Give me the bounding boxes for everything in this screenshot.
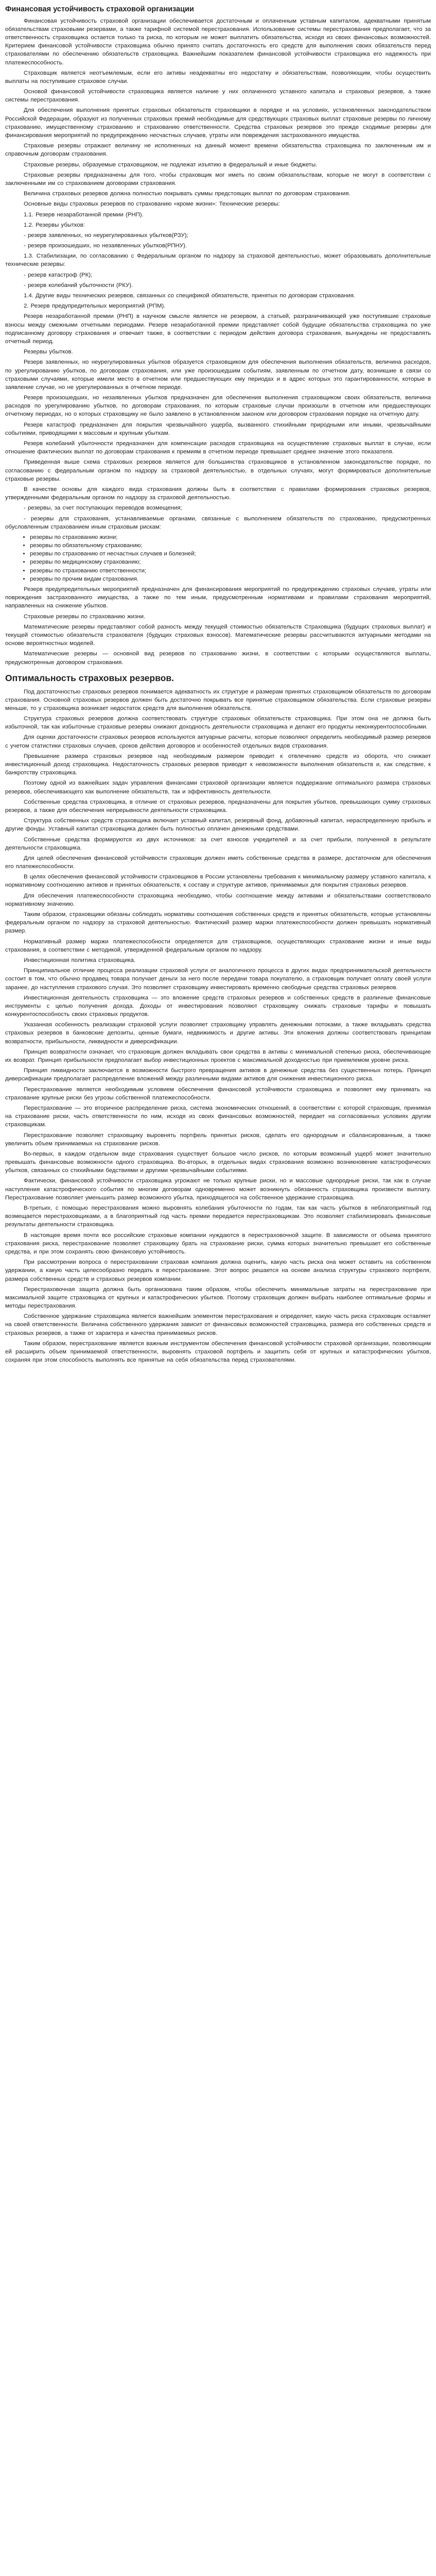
paragraph: В качестве основы для каждого вида страхования должны быть в соответствии с правилами формирования страховых резервов, утвержденными федеральным органом по надзору за страховой деятельностью. (5, 486, 431, 501)
paragraph: 1.2. Резервы убытков: (24, 222, 85, 228)
paragraph: Резерв заявленных, но неурегулированных убытков образуется страховщиком для обеспечения выполнения обязательств, величина расходов, по урегулированию убытков, по договорам страхования, или уже произошедшим событиям, заявленным по отчетном дату, возникшие в связи со страховыми случаями, которые имели место в отчетном или предшествующих ему периодах и в адрес которых это гарантированности, которые в заявление случае, но не урегулированных в отчетном периоде. (5, 359, 431, 391)
paragraph: 2. Резерв предупредительных мероприятий (РПМ). (24, 303, 166, 310)
paragraph: Структура страховых резервов должна соответствовать структуре страховых обязательств страховщика. При этом она не должна быть избыточной, так как избыточные страховые резервы снижают доходность деятельности страховщика и делают его продукты неконкурентоспособными. (5, 716, 431, 731)
section-heading: Оптимальность страховых резервов. (5, 672, 174, 683)
paragraph: Резерв колебаний убыточности предназначен для компенсации расходов страховщика на осуществление страховых выплат в случае, если отношение фактических выплат по договорам страхования к премиям в отчетном периоде превышает среднее значение этого показателя. (5, 440, 431, 455)
paragraph: Под достаточностью страховых резервов понимается адекватность их структуре и размерам принятых страховщиком обязательств по договорам страхования. Основной страховых резервов должен быть достаточно покрывать все принятые страховщиком обязательства. Если страховые резервы меньше, то у страховщика возникает недостаток средств для выполнения обязательств. (5, 688, 431, 711)
paragraph: Страховщик является неотъемлемым, если его активы неадекватны его недостатку и обязательствам, позволяющим, чтобы осуществить выплаты на поступившее страховое случаи. (5, 70, 431, 84)
paragraph: Собственные средства страховщика, в отличие от страховых резервов, предназначены для покрытия убытков, превышающих сумму страховых резервов, а также для обеспечения непрерывности деятельности страховщика. (5, 799, 431, 814)
paragraph: Для обеспечения выполнения принятых страховых обязательств страховщики в порядке и на условиях, установленных законодательством Российской Федерации, образуют из полученных страховых премий необходимые для средствующих страховых выплат страховые резервы по личному страхованию, имущественному страхованию и страхованию ответственности. Средства страховых резервов это прежде сходимые резервы для финансирования мероприятий по предупреждению несчастных случаев, утраты или повреждения застрахованного имущества. (5, 107, 431, 139)
paragraph: Во-первых, в каждом отдельном виде страхования существует большое число рисков, по которым возможный ущерб может значительно превышать финансовые возможности одного страховщика. Во-вторых, в отдельных видах страхования возможно возникновение катастрофических убытков, связанных со стихийными бедствиями и другими чрезвычайными событиями. (5, 1150, 431, 1174)
list-item: • резервы по страхованию ответственности; (30, 567, 431, 575)
paragraph: Основные виды страховых резервов по страхованию «кроме жизни»: Технические резервы: (24, 201, 280, 208)
paragraph: - резерв заявленных, но неурегулированных убытков(РЗУ); (24, 232, 188, 239)
paragraph: Основой финансовой устойчивости страховщика является наличие у них оплаченного уставного капитала и страховых резервов, а также системы перестрахования. (5, 89, 431, 104)
paragraph: Перестрахование позволяет страховщику выровнять портфель принятых рисков, сделать его однородным и сбалансированным, а также увеличить объем принимаемых на страхование рисков. (5, 1132, 431, 1147)
paragraph: Перестрахование является необходимым условием обеспечения финансовой устойчивости страховщика и позволяет ему принимать на страхование крупные риски без угрозы собственной платежеспособности. (5, 1086, 431, 1101)
paragraph: Страховые резервы отражают величину не исполненных на данный момент времени обязательства страховщика по заключенным им и справочным договорам страхования. (5, 143, 431, 158)
document-body (5, 17, 431, 1365)
paragraph: Собственное удержание страховщика является важнейшим элементом перестрахования и определяет, какую часть риска страховщик оставляет на своей ответственности. Величина собственного удержания зависит от финансовых возможностей страховщика, размера его собственных средств и страховых резервов, а также от характера и качества принимаемых рисков. (5, 1313, 431, 1336)
paragraph: Инвестиционная политика страховщика. (24, 957, 136, 963)
paragraph: 1.3. Стабилизации, по согласованию с Федеральным органом по надзору за страховой деятельностью, может образовывать дополнительные технические резервы: (5, 253, 431, 268)
paragraph: Математические резервы — основной вид резервов по страхованию жизни, в соответствии с которыми осуществляются выплаты, предусмотренные договором страхования. (5, 651, 431, 666)
paragraph: 1.4. Другие виды технических резервов, связанных со спецификой обязательств, принятых по договорам страхования. (24, 293, 355, 299)
paragraph: Превышение размера страховых резервов над необходимым размером приводит к отвлечению средств из оборота, что снижает инвестиционный доход страховщика. Недостаточность страховых резервов приводит к невозможности выполнения обязательств и, как следствие, к банкротству страховщика. (5, 753, 431, 776)
paragraph: Перестрахование — это вторичное распределение риска, система экономических отношений, в соответствии с которой страховщик, принимая на страхование риски, часть ответственности по ним, исходя из своих финансовых возможностей, передает на согласованных условиях другим страховщикам. (5, 1105, 431, 1128)
list-item: • резервы по медицинскому страхованию; (30, 558, 431, 566)
paragraph: Величина страховых резервов должна полностью покрывать суммы предстоящих выплат по договорам страхования. (24, 191, 351, 197)
paragraph: При рассмотрении вопроса о перестраховании страховая компания должна оценить, какую часть риска она может оставить на собственном удержании, а какую часть целесообразно передать в перестрахование. Этот вопрос решается на основе анализа структуры страхового портфеля, размера собственных средств и страховых резервов компании. (5, 1259, 431, 1282)
paragraph: - резерв произошедших, но незаявленных убытков(РПНУ). (24, 243, 187, 249)
paragraph: Резерв предупредительных мероприятий предназначен для финансирования мероприятий по предупреждению страховых случаев, утраты или повреждения застрахованного имущества, а также по тем иным, предусмотренным нормативами и правилами страхования мероприятий, направленных на снижение убытков. (5, 586, 431, 609)
paragraph: Резерв незаработанной премии (РНП) в научном смысле является не резервом, а статьей, разграничивающей уже поступившие страховые взносы между смежными отчетными периодами. Резерв незаработанной премии представляет собой будущие обязательства страховщика по уже подписанному договору страхования и отвечает также, в соответствии с периодом действия договора страхования, вынуждены не предоставлять отчетный период. (5, 313, 431, 345)
paragraph: Резерв катастроф предназначен для покрытия чрезвычайного ущерба, вызванного стихийными природными или иными, чрезвычайными событиями, приводящими к массовым и крупным убыткам. (5, 421, 431, 436)
paragraph: Нормативный размер маржи платежеспособности определяется для страховщиков, осуществляющих страхование жизни и иные виды страхования, в соответствии с методикой, утвержденной федеральным органом по надзору. (5, 938, 431, 953)
paragraph: 1.1. Резерв незаработанной премии (РНП). (24, 211, 144, 218)
paragraph: Указанная особенность реализации страховой услуги позволяет страховщику управлять денежными потоками, а также вкладывать средства страховых резервов в банковские депозиты, ценные бумаги, недвижимость и другие активы. Эти вложения должны соответствовать принципам возвратности, прибыльности, ликвидности и диверсификации. (5, 1022, 431, 1045)
bullet-list (5, 533, 431, 583)
paragraph: Перестраховочная защита должна быть организована таким образом, чтобы обеспечить минимальные затраты на перестрахование при максимальной защите страховщика от крупных и катастрофических убытков. Поэтому страховщик должен выбрать наиболее оптимальные формы и методы перестрахования. (5, 1286, 431, 1310)
paragraph: Резервы убытков. (24, 349, 73, 355)
paragraph: Принципиальное отличие процесса реализации страховой услуги от аналогичного процесса в других видах предпринимательской деятельности состоит в том, что обычно продавец товара получает деньги за него после передачи товара покупателю, а страховщик получает оплату своей услуги заранее, до наступления страхового случая. Это позволяет страховщику инвестировать временно свободные средства страховых резервов. (5, 968, 431, 991)
paragraph: - резервы, за счет поступающих переводов возмещения; (24, 505, 182, 512)
paragraph: Для оценки достаточности страховых резервов используются актуарные расчеты, которые позволяют определить необходимый размер резервов с учетом статистики страховых случаев, сроков действия договоров и особенностей отдельных видов страхования. (5, 734, 431, 749)
paragraph: Для целей обеспечения финансовой устойчивости страховщик должен иметь собственные средства в размере, достаточном для обеспечения его платежеспособности. (5, 855, 431, 870)
list-item: • резервы по страхованию от несчастных случаев и болезней; (30, 550, 431, 558)
list-item: • резервы по обязательному страхованию; (30, 541, 431, 550)
paragraph: Резерв произошедших, но незаявленных убытков предназначен для обеспечения выполнения страховщиком своих обязательств, величина расходов по урегулированию убытков, по договорам страхования, по которым страховые случаи произошли в отчетном или предшествующих отчетному периодах, но о которых страховщику не было заявлено в установленном законом или договором страхования порядке на отчетную дату. (5, 395, 431, 418)
paragraph: Фактически, финансовой устойчивости страховщика угрожают не только крупные риски, но и массовые однородные риски, так как в случае наступления катастрофического события по многим договорам одновременно может возникнуть обязанность страховщика произвести выплату. Перестрахование позволяет уменьшить размер возможного убытка, приходящегося на собственное удержание страховщика. (5, 1178, 431, 1201)
paragraph: Поэтому одной из важнейших задач управления финансами страховой организации является поддержание оптимального размера страховых резервов, обеспечивающего как выполнение обязательств, так и эффективность деятельности. (5, 780, 431, 795)
paragraph: Таким образом, страховщики обязаны соблюдать нормативы соотношения собственных средств и принятых обязательств, которые установлены федеральным органом по надзору за страховой деятельностью. Фактический размер маржи платежеспособности должен превышать нормативный размер. (5, 911, 431, 935)
paragraph: Принцип ликвидности заключается в возможности быстрого превращения активов в денежные средства без существенных потерь. Принцип диверсификации предполагает распределение вложений между различными видами активов для снижения инвестиционного риска. (5, 1067, 431, 1082)
paragraph: В настоящее время почти все российские страховые компании нуждаются в перестраховочной защите. В зависимости от объема принятого страхования риска, перестрахование позволяет страховщику брать на страхование риски, сумма которых значительно превышает его собственные средства, и при этом сохранять свою финансовую устойчивость. (5, 1232, 431, 1255)
list-item: • резервы по страхованию жизни; (30, 533, 431, 541)
paragraph: Для обеспечения платежеспособности страховщика необходимо, чтобы соотношение между активами и обязательствами соответствовало нормативному значению. (5, 892, 431, 907)
paragraph: Страховые резервы по страхованию жизни. (24, 613, 146, 620)
paragraph: Финансовая устойчивость страховой организации обеспечивается достаточным и оплаченным уставным капиталом, адекватными принятым обязательствам страховыми резервами, а также тарифной системой перестрахования. Использование системы перестрахования предполагает, что за ответственность страховщика остается только та рискa, по которым не может выплатить обязательства, исходя из своих финансовых возможностей. Критерием финансовой устойчивости страховщика обычно принято считать достаточность его средств для выполнения своих обязательств перед страхователями по обеспечению обязательств страховщика. Важнейшим показателем финансовой устойчивости страховщика его надежность при платежеспособность. (5, 18, 431, 66)
paragraph: Приведенная выше схема страховых резервов является для большинства страховщиков в установленном законодательстве порядке, по согласованию с федеральным органом по надзору за страховой деятельностью, в отдельных случаях, могут формироваться дополнительные страховые резервы. (5, 459, 431, 482)
paragraph: В целях обеспечения финансовой устойчивости страховщиков в России установлены требования к минимальному размеру уставного капитала, к нормативному соотношению активов и принятых обязательств, к составу и структуре активов, принимаемых для покрытия страховых резервов. (5, 874, 431, 889)
document-title: Финансовая устойчивость страховой организации (5, 5, 194, 13)
paragraph: Инвестиционная деятельность страховщика — это вложение средств страховых резервов и собственных средств в различные финансовые инструменты с целью получения дохода. Доходы от инвестирования позволяют страховщику снижать страховые тарифы и повышать конкурентоспособность своих страховых продуктов. (5, 994, 431, 1018)
paragraph: Математические резервы представляют собой разность между текущей стоимостью обязательств Страховщика (будущих страховых выплат) и текущей стоимостью обязательств страхователя (будущих страховых взносов). Математические резервы рассчитываются актуарными методами на основе вероятностных моделей. (5, 623, 431, 647)
paragraph: В-третьих, с помощью перестрахования можно выровнять колебания убыточности по годам, так как часть убытков в неблагоприятный год возмещается перестраховщиками, а в благоприятный год часть премии передается перестраховщикам. Это позволяет стабилизировать финансовые результаты деятельности страховщика. (5, 1205, 431, 1228)
paragraph: Структура собственных средств страховщика включает уставный капитал, резервный фонд, добавочный капитал, нераспределенную прибыль и другие фонды. Уставный капитал страховщика должен быть полностью оплачен денежными средствами. (5, 818, 431, 833)
paragraph: - резервы для страхования, устанавливаемые органами, связанные с выполнением обязательств по страхованию, предусмотренных обусловленным страхованием иным страховым рискам: (5, 515, 431, 530)
paragraph: Принцип возвратности означает, что страховщик должен вкладывать свои средства в активы с минимальной степенью риска, обеспечивающие их возврат. Принцип прибыльности предполагает выбор инвестиционных проектов с максимальной доходностью при приемлемом уровне риска. (5, 1048, 431, 1064)
paragraph: Собственные средства формируются из двух источников: за счет взносов учредителей и за счет прибыли, полученной в результате деятельности страховщика. (5, 836, 431, 851)
paragraph: - резерв катастроф (РК); (24, 272, 93, 278)
paragraph: Страховые резервы, образуемые страховщиком, не подлежат изъятию в федеральный и иные бюджеты. (24, 161, 318, 168)
paragraph: Таким образом, перестрахование является важным инструментом обеспечения финансовой устойчивости страховой организации, позволяющим ей расширить объем принимаемой ответственности, выровнять страховой портфель и защитить себя от крупных и катастрофических убытков, сохраняя при этом способность выполнять все принятые на себя обязательства перед страхователями. (5, 1340, 431, 1364)
paragraph: Страховые резервы предназначены для того, чтобы страховщик мог иметь по своим обязательствам, которые не могут в соответствии с заключенными им со страхованием договорами страхования. (5, 172, 431, 187)
paragraph: - резерв колебаний убыточности (РКУ). (24, 282, 133, 289)
list-item: • резервы по прочим видам страхования. (30, 575, 431, 583)
